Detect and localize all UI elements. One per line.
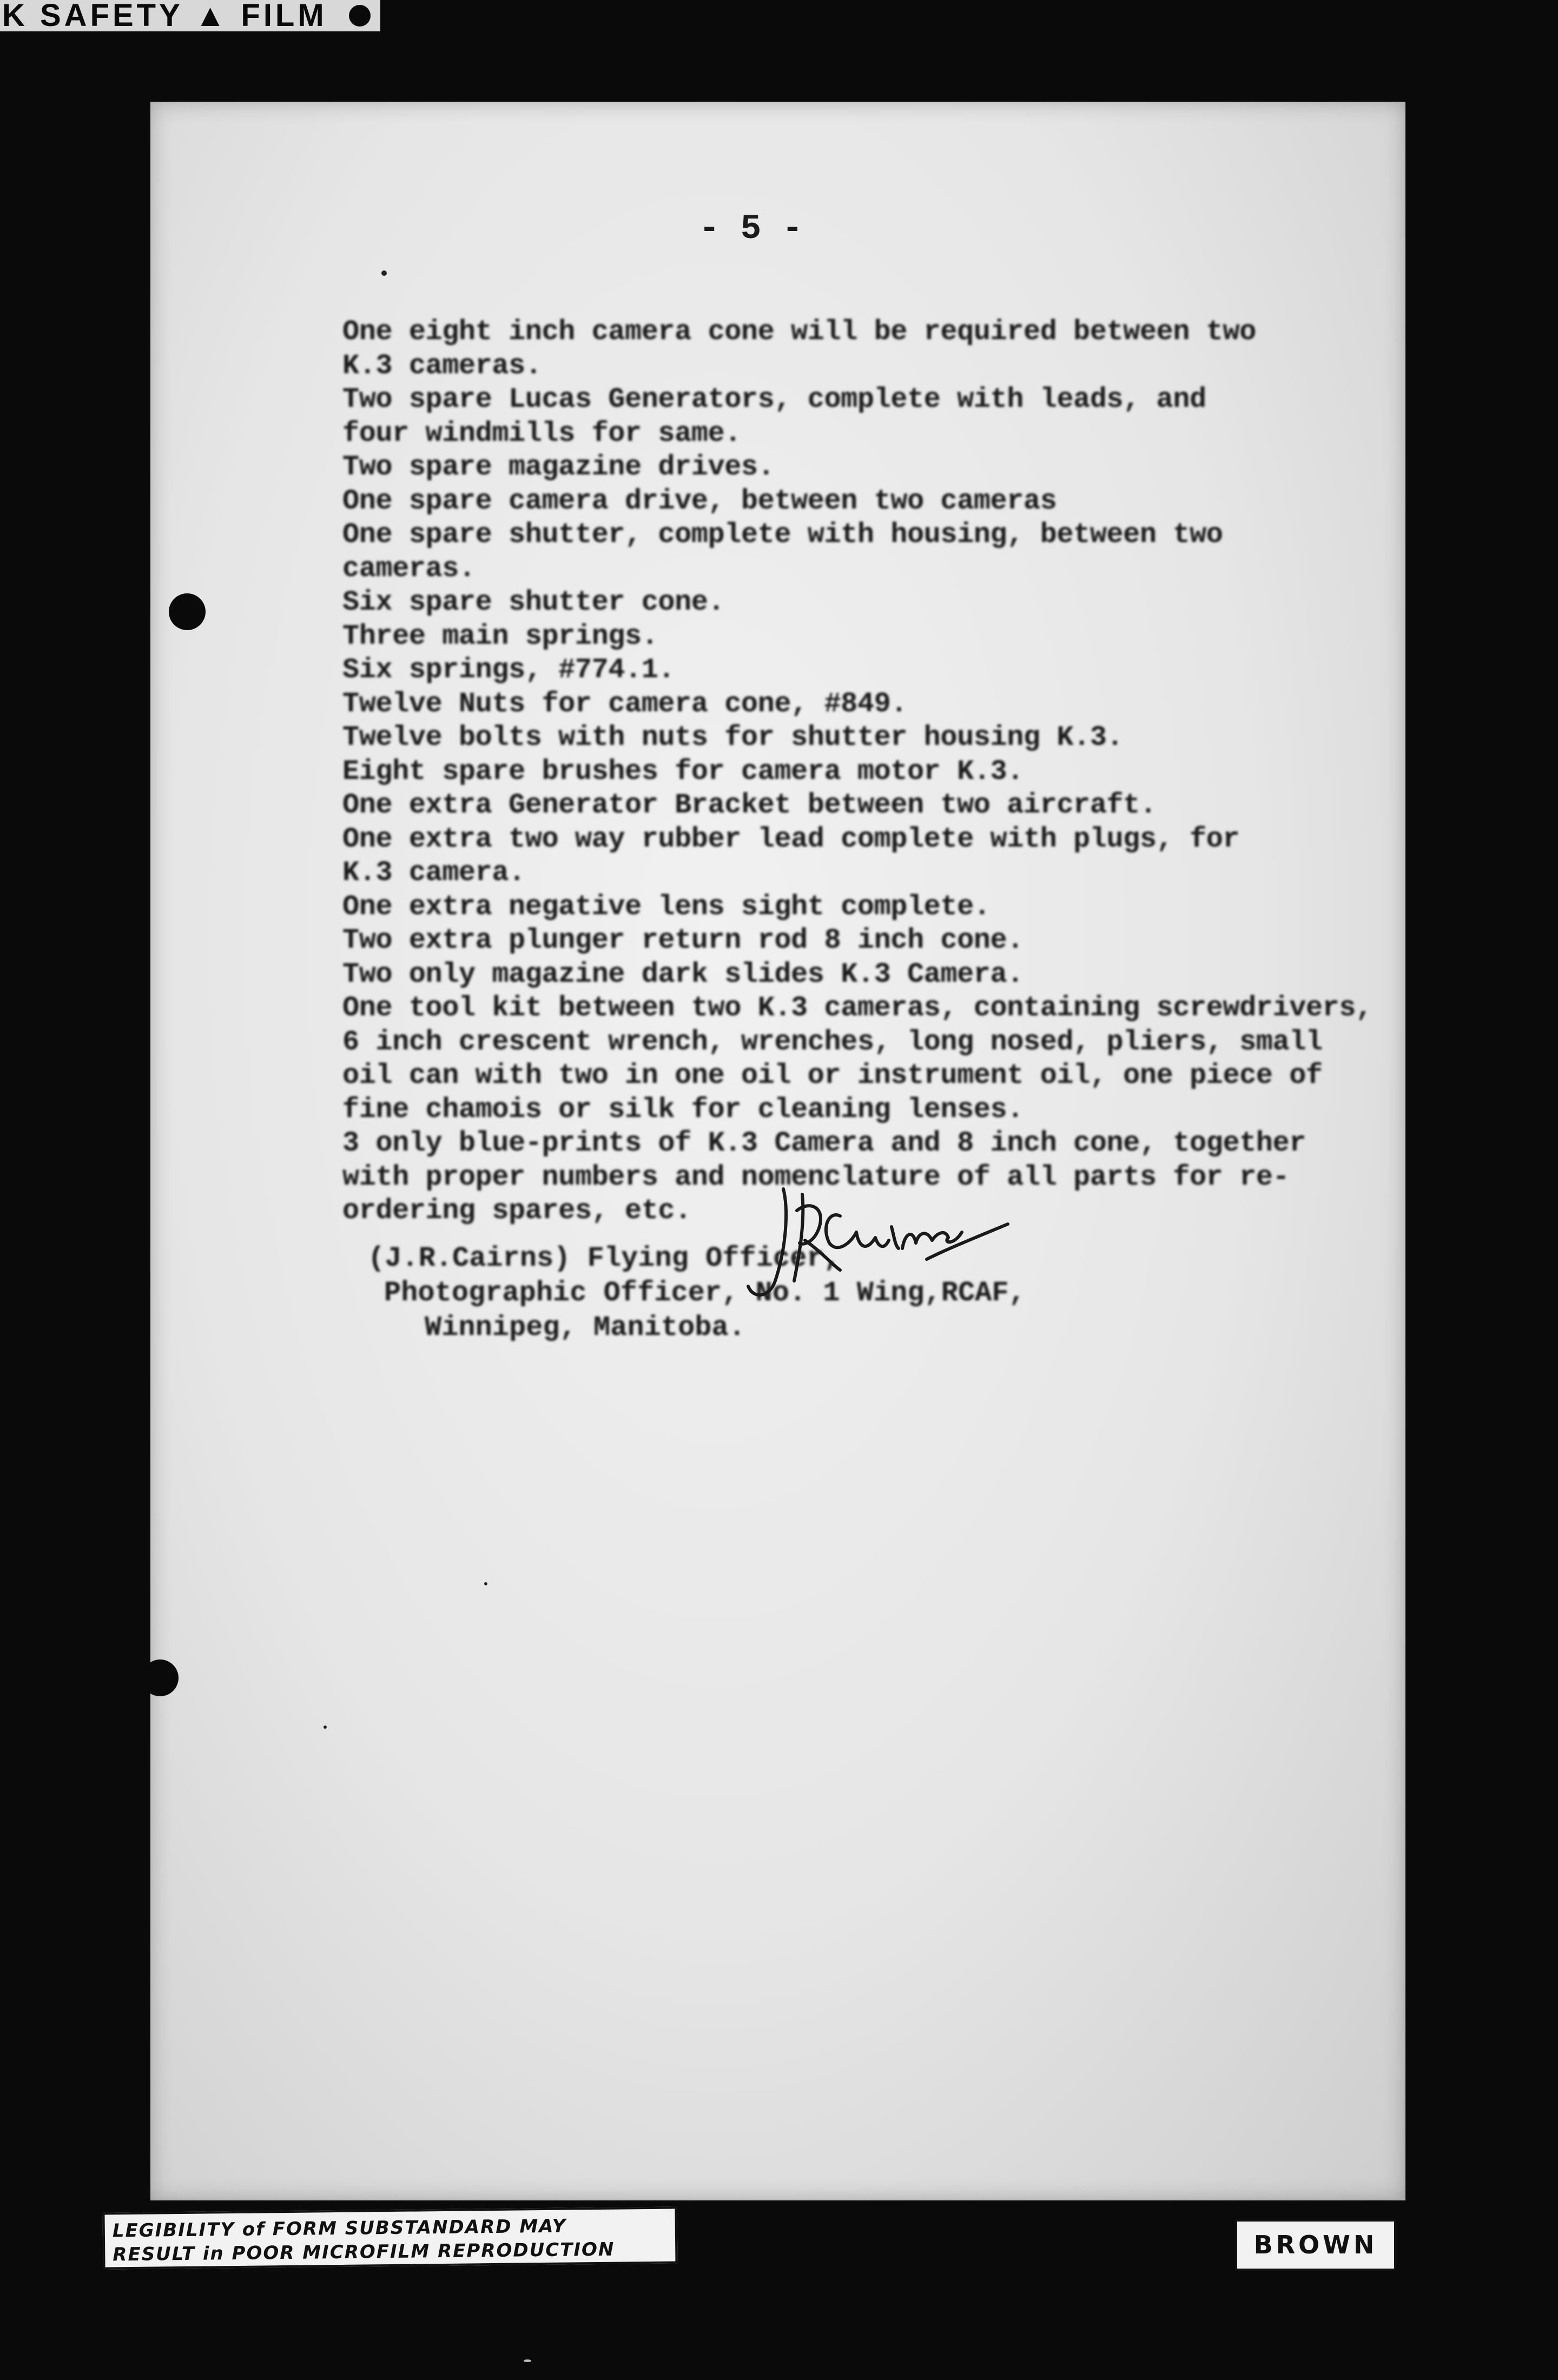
list-line: Two only magazine dark slides K.3 Camera. — [342, 958, 1024, 990]
document-page — [150, 102, 1405, 2200]
page-number: - 5 - — [698, 210, 803, 249]
list-line: Twelve Nuts for camera cone, #849. — [342, 687, 907, 720]
list-line: with proper numbers and nomenclature of all parts for re- — [342, 1161, 1290, 1193]
list-line: One extra negative lens sight complete. — [342, 890, 991, 923]
film-edge-text: K SAFETY ▲ FILM — [2, 0, 327, 33]
list-line: ordering spares, etc. — [342, 1195, 691, 1227]
punch-hole-upper — [169, 593, 206, 630]
list-line: fine chamois or silk for cleaning lenses. — [342, 1093, 1024, 1126]
list-line: 6 inch crescent wrench, wrenches, long nosed, pliers, small — [342, 1026, 1323, 1058]
signer-title: Photographic Officer, No. 1 Wing,RCAF, — [384, 1277, 1026, 1309]
legibility-note-line1: LEGIBILITY of FORM SUBSTANDARD MAY — [112, 2215, 567, 2242]
list-line: Eight spare brushes for camera motor K.3. — [342, 755, 1024, 788]
film-edge-dot — [349, 5, 371, 27]
list-line: Twelve bolts with nuts for shutter housing K.3. — [342, 722, 1124, 753]
legibility-note — [102, 2206, 677, 2269]
list-line: One extra two way rubber lead complete with plugs, for — [342, 823, 1240, 855]
list-line: Two spare magazine drives. — [342, 451, 775, 483]
film-speck — [524, 2359, 531, 2362]
list-line: K.3 cameras. — [342, 349, 542, 382]
legibility-note-line2: RESULT in POOR MICROFILM REPRODUCTION — [113, 2238, 615, 2266]
punch-hole-lower — [142, 1660, 179, 1696]
film-speck — [381, 270, 387, 276]
list-line: One extra Generator Bracket between two aircraft. — [342, 789, 1157, 821]
signature-block — [368, 1241, 1026, 1345]
list-line: oil can with two in one oil or instrument oil, one piece of — [342, 1060, 1323, 1092]
film-speck — [484, 1582, 487, 1585]
list-line: One tool kit between two K.3 cameras, containing screwdrivers, — [342, 992, 1372, 1024]
signer-location: Winnipeg, Manitoba. — [425, 1312, 745, 1344]
list-line: four windmills for same. — [342, 417, 741, 449]
film-speck — [324, 1726, 327, 1729]
signature-text: JRCairns — [835, 1335, 837, 1336]
list-line: cameras. — [342, 552, 476, 585]
list-line: Six spare shutter cone. — [342, 586, 725, 618]
signer-name-rank: (J.R.Cairns) Flying Officer, — [368, 1242, 841, 1274]
equipment-list — [342, 315, 1397, 1228]
list-line: K.3 camera. — [342, 857, 525, 889]
list-line: Two spare Lucas Generators, complete with leads, and — [342, 384, 1206, 415]
film-edge-label — [0, 0, 380, 31]
list-line: One spare shutter, complete with housing, between two — [342, 519, 1223, 551]
list-line: One spare camera drive, between two cameras — [342, 485, 1057, 517]
list-line: One eight inch camera cone will be required between two — [342, 316, 1256, 348]
list-line: Six springs, #774.1. — [342, 654, 675, 686]
list-line: 3 only blue-prints of K.3 Camera and 8 inch cone, together — [342, 1127, 1306, 1159]
list-line: Three main springs. — [342, 620, 658, 652]
list-line: Two extra plunger return rod 8 inch cone. — [342, 924, 1024, 956]
box-label: BROWN — [1235, 2219, 1396, 2271]
